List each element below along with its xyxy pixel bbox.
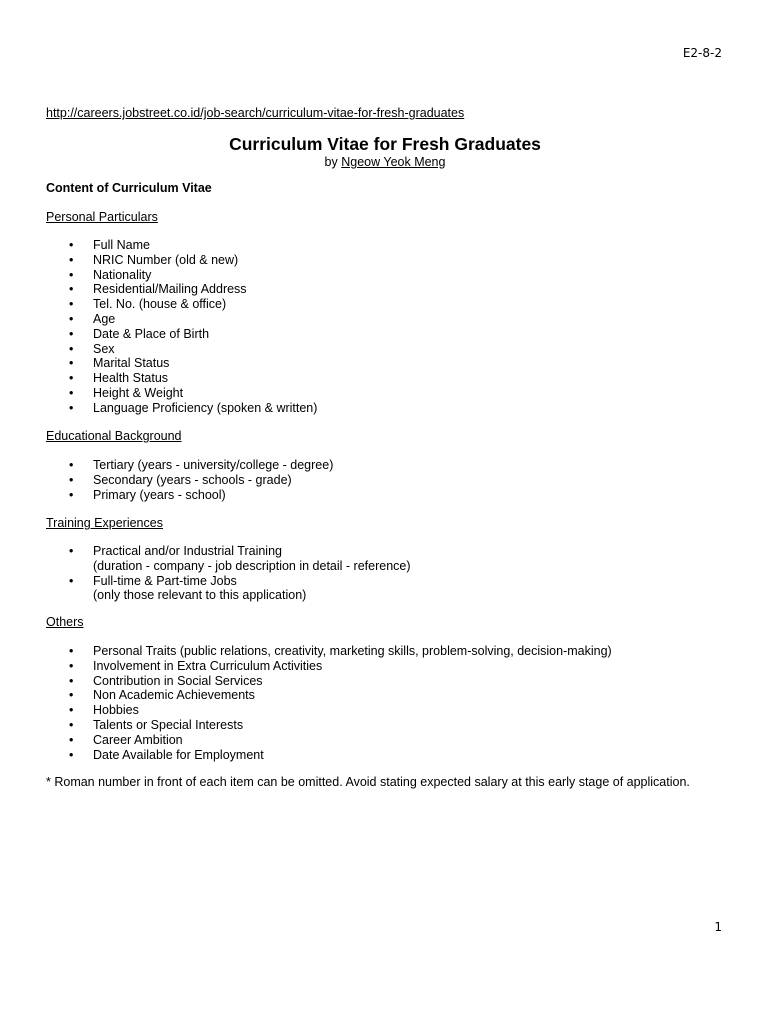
bullet-icon: •	[69, 311, 74, 326]
bullet-icon: •	[69, 732, 74, 747]
page-number: 1	[714, 920, 722, 934]
list-item: • Full-time & Part-time Jobs (only those relevant to this application)	[69, 573, 307, 603]
bullet-icon: •	[69, 356, 74, 371]
list-item: • Height & Weight	[69, 385, 184, 400]
bullet-icon: •	[69, 717, 74, 732]
educational-background-list	[0, 458, 333, 502]
bullet-icon: •	[69, 385, 74, 400]
list-item: • Hobbies	[69, 703, 139, 718]
bullet-icon: •	[69, 238, 74, 252]
list-item: • Language Proficiency (spoken & written)	[69, 400, 318, 415]
bullet-icon: •	[69, 544, 74, 558]
list-item: • Talents or Special Interests	[69, 717, 244, 732]
bullet-icon: •	[69, 400, 74, 415]
list-item: • Marital Status	[69, 356, 170, 371]
bullet-icon: •	[69, 297, 74, 312]
bullet-icon: •	[69, 644, 74, 658]
list-item: • Non Academic Achievements	[69, 688, 255, 703]
list-item: • Health Status	[69, 371, 169, 386]
list-item: • Nationality	[69, 267, 152, 282]
section-heading-personal: Personal Particulars	[46, 210, 158, 224]
list-item: • Sex	[69, 341, 115, 356]
list-item: • Age	[69, 311, 116, 326]
document-title: Curriculum Vitae for Fresh Graduates	[229, 134, 541, 154]
bullet-icon: •	[69, 282, 74, 297]
bullet-icon: •	[69, 573, 74, 588]
list-item: • Practical and/or Industrial Training (duration - company - job description in detail - reference)	[69, 544, 411, 573]
training-experiences-list	[0, 544, 411, 603]
section-heading-others: Others	[46, 615, 84, 629]
bullet-icon: •	[69, 472, 74, 487]
bullet-icon: •	[69, 326, 74, 341]
bullet-icon: •	[69, 487, 74, 502]
footnote: * Roman number in front of each item can be omitted. Avoid stating expected salary at this early stage of application.	[46, 775, 690, 789]
list-item: • Tel. No. (house & office)	[69, 297, 227, 312]
section-heading-education: Educational Background	[46, 429, 182, 443]
bullet-icon: •	[69, 371, 74, 386]
bullet-icon: •	[69, 341, 74, 356]
bullet-icon: •	[69, 252, 74, 267]
personal-particulars-list	[0, 238, 317, 416]
section-heading-training: Training Experiences	[46, 516, 163, 530]
list-item: • Date & Place of Birth	[69, 326, 210, 341]
bullet-icon: •	[69, 658, 74, 673]
list-item: • Date Available for Employment	[69, 747, 264, 762]
document-code: E2-8-2	[682, 46, 722, 60]
bullet-icon: •	[69, 267, 74, 282]
author-name: Ngeow Yeok Meng	[341, 155, 446, 169]
list-item: • Personal Traits (public relations, creativity, marketing skills, problem-solving, decision-making)	[69, 644, 612, 658]
content-heading: Content of Curriculum Vitae	[46, 181, 212, 195]
list-item: • Tertiary (years - university/college - degree)	[69, 458, 334, 472]
list-item: • Full Name	[69, 238, 150, 252]
list-item: • Primary (years - school)	[69, 487, 226, 502]
list-item: • NRIC Number (old & new)	[69, 252, 239, 267]
source-url-link[interactable]: http://careers.jobstreet.co.id/job-search/curriculum-vitae-for-fresh-graduates	[46, 106, 465, 120]
bullet-icon: •	[69, 673, 74, 688]
bullet-icon: •	[69, 703, 74, 718]
byline-prefix: by	[324, 155, 342, 169]
bullet-icon: •	[69, 458, 74, 472]
list-item: • Involvement in Extra Curriculum Activities	[69, 658, 323, 673]
bullet-icon: •	[69, 688, 74, 703]
list-item: • Contribution in Social Services	[69, 673, 263, 688]
list-item: • Secondary (years - schools - grade)	[69, 472, 292, 487]
list-item: • Residential/Mailing Address	[69, 282, 247, 297]
bullet-icon: •	[69, 747, 74, 762]
others-list	[0, 644, 612, 762]
byline	[0, 155, 770, 169]
list-item: • Career Ambition	[69, 732, 183, 747]
